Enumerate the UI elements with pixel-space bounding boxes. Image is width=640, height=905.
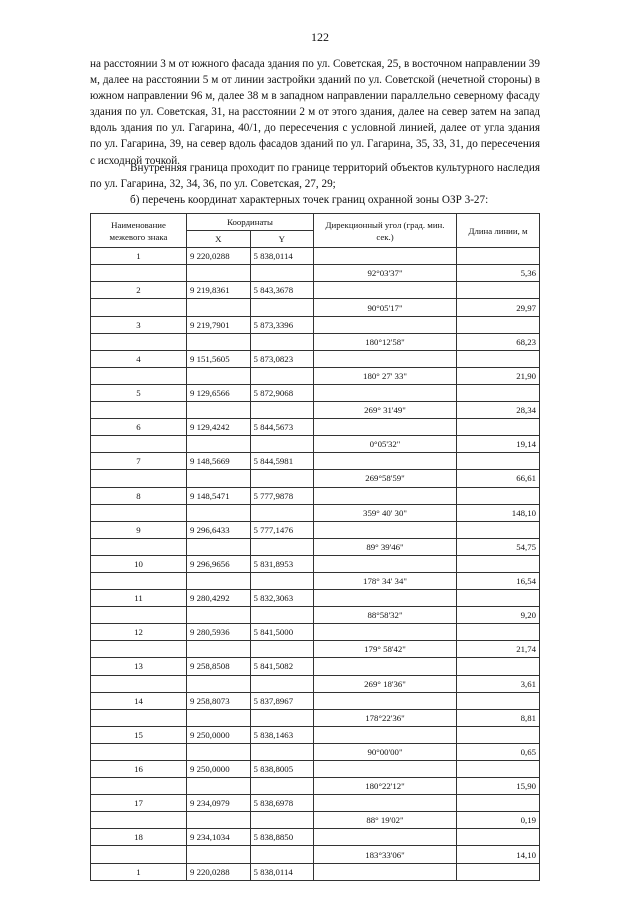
point-y: 5 838,6978 — [250, 795, 314, 812]
segment-angle: 269° 31'49" — [314, 402, 457, 419]
empty-cell — [91, 367, 187, 384]
empty-cell — [250, 743, 314, 760]
empty-cell — [250, 265, 314, 282]
point-number: 18 — [91, 829, 187, 846]
empty-cell — [314, 487, 457, 504]
empty-cell — [187, 333, 251, 350]
empty-cell — [250, 367, 314, 384]
point-y: 5 838,8005 — [250, 761, 314, 778]
segment-row — [91, 778, 540, 795]
point-y: 5 843,3678 — [250, 282, 314, 299]
empty-cell — [187, 812, 251, 829]
point-row — [91, 419, 540, 436]
point-x: 9 234,1034 — [187, 829, 251, 846]
empty-cell — [457, 863, 540, 880]
segment-row — [91, 367, 540, 384]
point-x: 9 258,8073 — [187, 692, 251, 709]
header-coordinates: Координаты — [187, 214, 314, 231]
empty-cell — [187, 367, 251, 384]
point-x: 9 148,5471 — [187, 487, 251, 504]
point-row — [91, 829, 540, 846]
point-row — [91, 795, 540, 812]
point-y: 5 831,8953 — [250, 555, 314, 572]
segment-row — [91, 470, 540, 487]
empty-cell — [91, 402, 187, 419]
segment-row — [91, 607, 540, 624]
point-row — [91, 692, 540, 709]
empty-cell — [314, 658, 457, 675]
segment-angle: 90°00'00" — [314, 743, 457, 760]
point-y: 5 841,5000 — [250, 624, 314, 641]
empty-cell — [187, 709, 251, 726]
point-y: 5 873,0823 — [250, 350, 314, 367]
empty-cell — [314, 350, 457, 367]
point-number: 10 — [91, 555, 187, 572]
point-x: 9 129,6566 — [187, 384, 251, 401]
empty-cell — [91, 299, 187, 316]
point-x: 9 220,0288 — [187, 863, 251, 880]
point-x: 9 234,0979 — [187, 795, 251, 812]
point-y: 5 838,8850 — [250, 829, 314, 846]
empty-cell — [250, 333, 314, 350]
segment-angle: 269°58'59" — [314, 470, 457, 487]
empty-cell — [457, 590, 540, 607]
point-number: 2 — [91, 282, 187, 299]
point-x: 9 129,4242 — [187, 419, 251, 436]
point-x: 9 258,8508 — [187, 658, 251, 675]
point-number: 15 — [91, 726, 187, 743]
empty-cell — [314, 863, 457, 880]
point-number: 13 — [91, 658, 187, 675]
point-number: 14 — [91, 692, 187, 709]
empty-cell — [91, 470, 187, 487]
point-row — [91, 555, 540, 572]
segment-length: 8,81 — [457, 709, 540, 726]
empty-cell — [314, 555, 457, 572]
empty-cell — [457, 453, 540, 470]
segment-angle: 0°05'32" — [314, 436, 457, 453]
empty-cell — [457, 795, 540, 812]
empty-cell — [250, 641, 314, 658]
coordinates-list-intro: б) перечень координат характерных точек границ охранной зоны ОЗР 3-27: — [130, 194, 489, 206]
segment-length: 21,90 — [457, 367, 540, 384]
point-y: 5 873,3396 — [250, 316, 314, 333]
point-y: 5 837,8967 — [250, 692, 314, 709]
point-y: 5 872,9068 — [250, 384, 314, 401]
empty-cell — [457, 624, 540, 641]
segment-angle: 183°33'06" — [314, 846, 457, 863]
point-row — [91, 282, 540, 299]
empty-cell — [457, 658, 540, 675]
point-y: 5 844,5981 — [250, 453, 314, 470]
point-number: 6 — [91, 419, 187, 436]
segment-row — [91, 333, 540, 350]
point-number: 3 — [91, 316, 187, 333]
segment-row — [91, 675, 540, 692]
empty-cell — [314, 761, 457, 778]
point-number: 12 — [91, 624, 187, 641]
segment-angle: 89° 39'46" — [314, 538, 457, 555]
point-row — [91, 761, 540, 778]
segment-angle: 88°58'32" — [314, 607, 457, 624]
empty-cell — [187, 572, 251, 589]
empty-cell — [457, 316, 540, 333]
point-row — [91, 350, 540, 367]
segment-angle: 92°03'37" — [314, 265, 457, 282]
empty-cell — [250, 538, 314, 555]
segment-row — [91, 436, 540, 453]
segment-angle: 269° 18'36" — [314, 675, 457, 692]
empty-cell — [314, 829, 457, 846]
empty-cell — [457, 761, 540, 778]
point-x: 9 148,5669 — [187, 453, 251, 470]
point-y: 5 777,1476 — [250, 521, 314, 538]
segment-angle: 180°12'58" — [314, 333, 457, 350]
segment-length: 0,19 — [457, 812, 540, 829]
segment-angle: 90°05'17" — [314, 299, 457, 316]
empty-cell — [187, 538, 251, 555]
empty-cell — [250, 470, 314, 487]
empty-cell — [250, 436, 314, 453]
empty-cell — [91, 333, 187, 350]
segment-length: 28,34 — [457, 402, 540, 419]
segment-row — [91, 538, 540, 555]
point-row — [91, 248, 540, 265]
empty-cell — [91, 572, 187, 589]
point-x: 9 250,0000 — [187, 761, 251, 778]
segment-row — [91, 402, 540, 419]
empty-cell — [314, 624, 457, 641]
empty-cell — [314, 521, 457, 538]
point-y: 5 838,0114 — [250, 863, 314, 880]
header-marker-name: Наименование межевого знака — [91, 214, 187, 248]
segment-length: 9,20 — [457, 607, 540, 624]
empty-cell — [314, 795, 457, 812]
empty-cell — [250, 709, 314, 726]
empty-cell — [250, 675, 314, 692]
empty-cell — [314, 726, 457, 743]
empty-cell — [314, 453, 457, 470]
point-x: 9 280,4292 — [187, 590, 251, 607]
segment-row — [91, 265, 540, 282]
header-direction-angle: Дирекционный угол (град. мин. сек.) — [314, 214, 457, 248]
point-y: 5 838,0114 — [250, 248, 314, 265]
empty-cell — [91, 743, 187, 760]
empty-cell — [457, 419, 540, 436]
point-y: 5 838,1463 — [250, 726, 314, 743]
empty-cell — [91, 709, 187, 726]
segment-row — [91, 504, 540, 521]
point-y: 5 832,3063 — [250, 590, 314, 607]
point-row — [91, 487, 540, 504]
empty-cell — [187, 504, 251, 521]
empty-cell — [314, 248, 457, 265]
empty-cell — [187, 607, 251, 624]
header-y: Y — [250, 231, 314, 248]
empty-cell — [457, 829, 540, 846]
segment-row — [91, 641, 540, 658]
point-number: 17 — [91, 795, 187, 812]
point-y: 5 844,5673 — [250, 419, 314, 436]
segment-angle: 180° 27' 33" — [314, 367, 457, 384]
point-number: 4 — [91, 350, 187, 367]
empty-cell — [457, 555, 540, 572]
empty-cell — [457, 521, 540, 538]
segment-row — [91, 743, 540, 760]
segment-length: 3,61 — [457, 675, 540, 692]
empty-cell — [91, 607, 187, 624]
point-x: 9 219,8361 — [187, 282, 251, 299]
point-row — [91, 384, 540, 401]
header-x: X — [187, 231, 251, 248]
empty-cell — [314, 692, 457, 709]
empty-cell — [91, 641, 187, 658]
empty-cell — [250, 778, 314, 795]
point-x: 9 219,7901 — [187, 316, 251, 333]
point-row — [91, 658, 540, 675]
empty-cell — [457, 726, 540, 743]
point-number: 9 — [91, 521, 187, 538]
point-number: 5 — [91, 384, 187, 401]
segment-length: 15,90 — [457, 778, 540, 795]
empty-cell — [314, 590, 457, 607]
empty-cell — [457, 282, 540, 299]
empty-cell — [250, 607, 314, 624]
point-row — [91, 453, 540, 470]
empty-cell — [91, 265, 187, 282]
empty-cell — [187, 436, 251, 453]
segment-row — [91, 572, 540, 589]
segment-length: 5,36 — [457, 265, 540, 282]
point-x: 9 296,9656 — [187, 555, 251, 572]
segment-angle: 359° 40' 30" — [314, 504, 457, 521]
point-number: 1 — [91, 863, 187, 880]
boundary-description-paragraph: на расстоянии 3 м от южного фасада здания по ул. Советская, 25, в восточном направлении 39 м, далее на расстоянии 5 м от линии застройки зданий по ул. Советской (нечетной стороны) в южном направлении 96 м, далее 38 м в западном направлении параллельно северному фасаду здания по ул. Советская, 31, на расстоянии 2 м от этого здания, далее на север затем на запад вдоль здания по ул. Гагарина, 40/1, до пересечения с условной линией, далее от угла здания по ул. Гагарина, 39, на север вдоль фасадов зданий по ул. Гагарина, 35, 33, 31, до пересечения с исходной точкой. — [90, 58, 540, 167]
point-x: 9 220,0288 — [187, 248, 251, 265]
inner-boundary-paragraph: Внутренняя граница проходит по границе территорий объектов культурного наследия по ул. Гагарина, 32, 34, 36, по ул. Советская, 27, 29; — [90, 162, 540, 191]
point-row — [91, 624, 540, 641]
empty-cell — [187, 641, 251, 658]
empty-cell — [187, 265, 251, 282]
point-x: 9 296,6433 — [187, 521, 251, 538]
empty-cell — [91, 675, 187, 692]
point-number: 8 — [91, 487, 187, 504]
segment-angle: 88° 19'02" — [314, 812, 457, 829]
empty-cell — [250, 504, 314, 521]
point-number: 1 — [91, 248, 187, 265]
point-number: 16 — [91, 761, 187, 778]
empty-cell — [187, 470, 251, 487]
empty-cell — [91, 778, 187, 795]
empty-cell — [91, 812, 187, 829]
empty-cell — [314, 419, 457, 436]
point-y: 5 777,9878 — [250, 487, 314, 504]
segment-length: 68,23 — [457, 333, 540, 350]
segment-length: 16,54 — [457, 572, 540, 589]
empty-cell — [457, 248, 540, 265]
point-row — [91, 316, 540, 333]
segment-row — [91, 846, 540, 863]
point-number: 11 — [91, 590, 187, 607]
segment-length: 54,75 — [457, 538, 540, 555]
segment-length: 29,97 — [457, 299, 540, 316]
empty-cell — [250, 572, 314, 589]
segment-angle: 178°22'36" — [314, 709, 457, 726]
empty-cell — [314, 316, 457, 333]
empty-cell — [91, 538, 187, 555]
empty-cell — [187, 402, 251, 419]
empty-cell — [250, 846, 314, 863]
point-row — [91, 521, 540, 538]
header-line-length: Длина линии, м — [457, 214, 540, 248]
segment-length: 14,10 — [457, 846, 540, 863]
empty-cell — [457, 350, 540, 367]
point-row — [91, 726, 540, 743]
segment-angle: 179° 58'42" — [314, 641, 457, 658]
empty-cell — [91, 504, 187, 521]
segment-length: 148,10 — [457, 504, 540, 521]
point-number: 7 — [91, 453, 187, 470]
empty-cell — [250, 812, 314, 829]
segment-length: 21,74 — [457, 641, 540, 658]
coordinates-table — [90, 213, 540, 881]
empty-cell — [187, 743, 251, 760]
segment-row — [91, 299, 540, 316]
empty-cell — [250, 299, 314, 316]
segment-row — [91, 812, 540, 829]
page-number: 122 — [311, 30, 329, 44]
segment-row — [91, 709, 540, 726]
empty-cell — [187, 299, 251, 316]
empty-cell — [187, 778, 251, 795]
segment-angle: 180°22'12" — [314, 778, 457, 795]
empty-cell — [457, 487, 540, 504]
empty-cell — [250, 402, 314, 419]
segment-length: 0,65 — [457, 743, 540, 760]
empty-cell — [314, 282, 457, 299]
point-y: 5 841,5082 — [250, 658, 314, 675]
empty-cell — [457, 692, 540, 709]
point-x: 9 250,0000 — [187, 726, 251, 743]
segment-length: 66,61 — [457, 470, 540, 487]
point-x: 9 280,5936 — [187, 624, 251, 641]
segment-length: 19,14 — [457, 436, 540, 453]
point-row — [91, 863, 540, 880]
empty-cell — [91, 436, 187, 453]
empty-cell — [187, 675, 251, 692]
empty-cell — [314, 384, 457, 401]
empty-cell — [187, 846, 251, 863]
empty-cell — [457, 384, 540, 401]
segment-angle: 178° 34' 34" — [314, 572, 457, 589]
empty-cell — [91, 846, 187, 863]
point-x: 9 151,5605 — [187, 350, 251, 367]
point-row — [91, 590, 540, 607]
